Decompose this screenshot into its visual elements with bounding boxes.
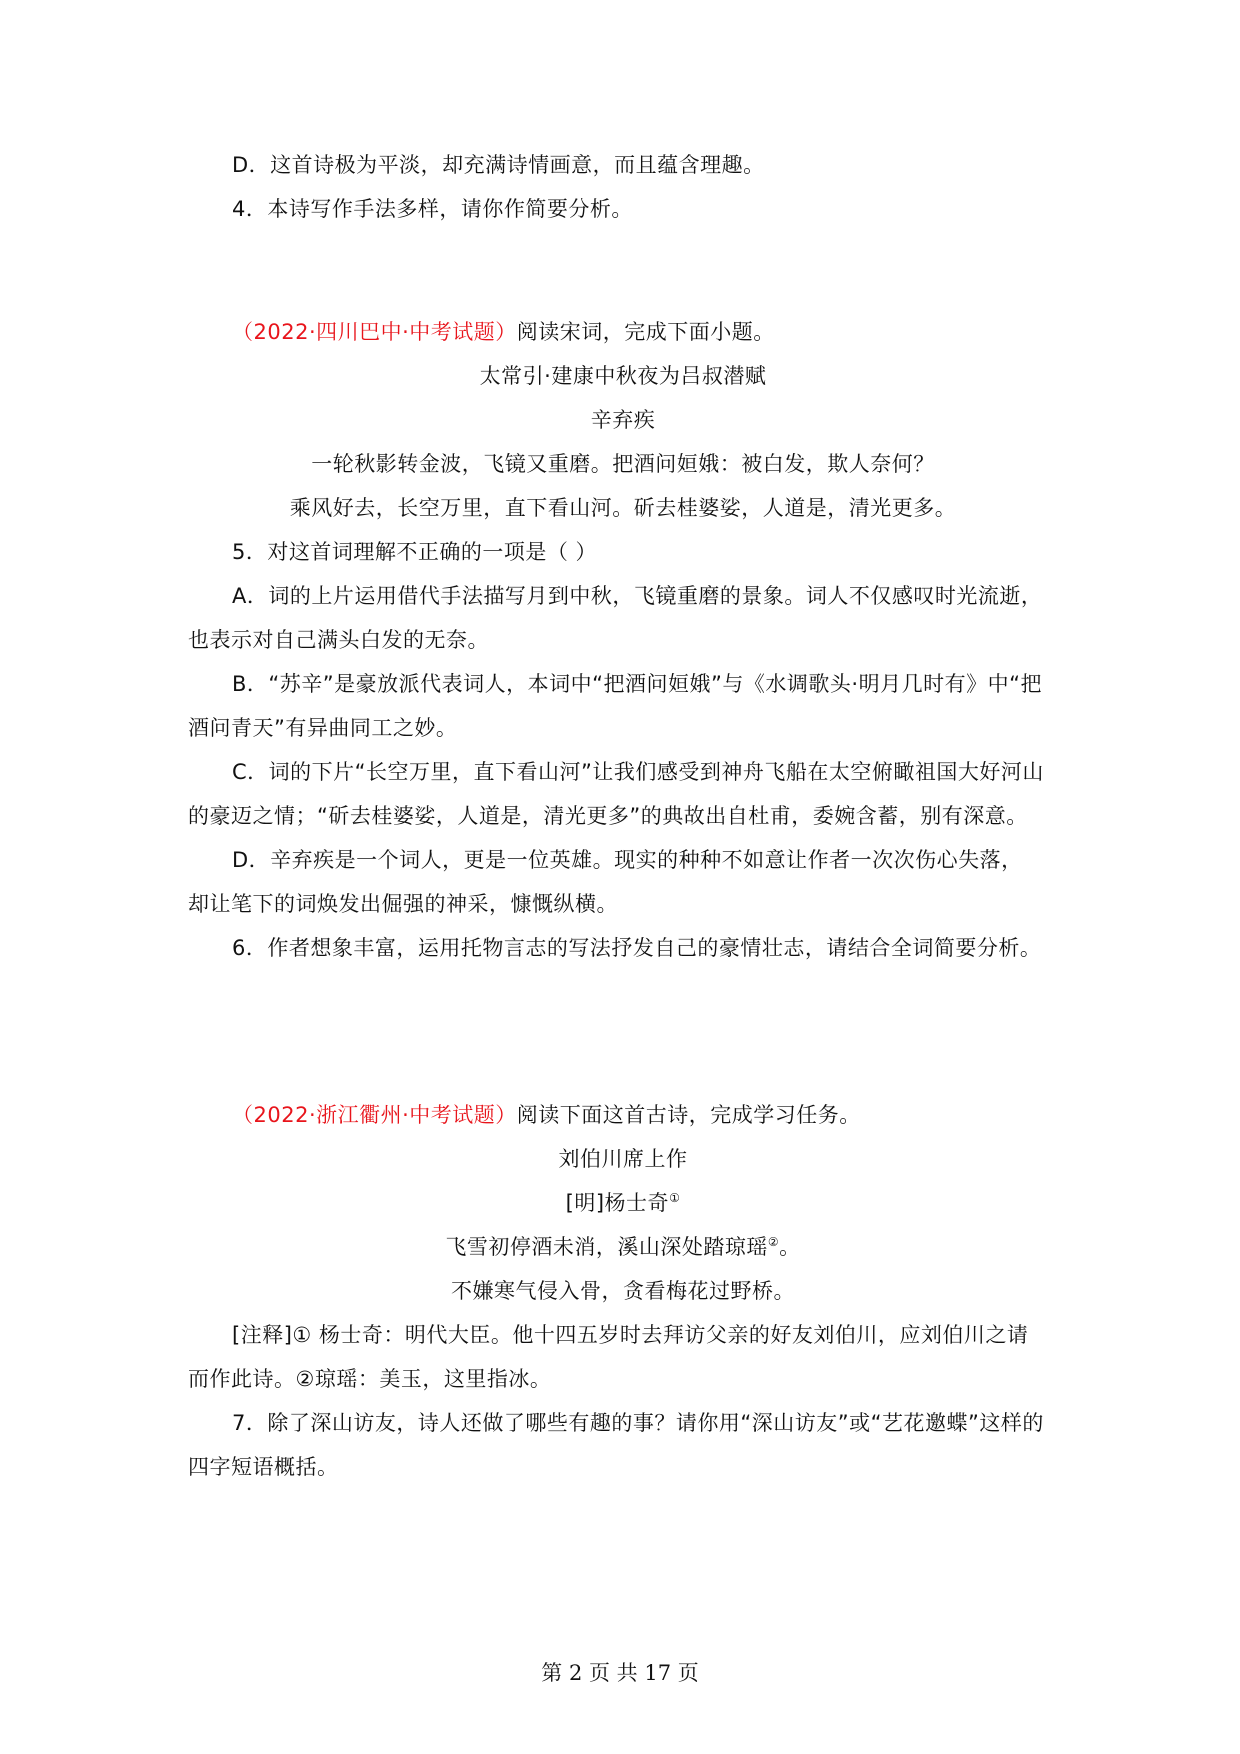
footnote-mark-1: ① bbox=[669, 1191, 681, 1205]
section2-instruction: 阅读宋词，完成下面小题。 bbox=[516, 320, 775, 344]
section3-poem-line1 bbox=[188, 1232, 1058, 1262]
section3-source: （2022·浙江衢州·中考试题） bbox=[232, 1103, 517, 1127]
question-4: 4．本诗写作手法多样，请你作简要分析。 bbox=[232, 197, 633, 221]
section3-poem-line2: 不嫌寒气侵入骨，贪看梅花过野桥。 bbox=[451, 1279, 795, 1303]
q5-option-d-line1: D．辛弃疾是一个词人，更是一位英雄。现实的种种不如意让作者一次次伤心失落， bbox=[232, 848, 1023, 872]
question-7-line1: 7．除了深山访友，诗人还做了哪些有趣的事？请你用“深山访友”或“艺花邀蝶”这样的 bbox=[232, 1411, 1044, 1435]
q5-option-b-line2: 酒问青天”有异曲同工之妙。 bbox=[188, 716, 458, 740]
q3-option-d: D．这首诗极为平淡，却充满诗情画意，而且蕴含理趣。 bbox=[232, 153, 765, 177]
section2-header bbox=[232, 317, 775, 347]
q5-option-c-line1: C．词的下片“长空万里，直下看山河”让我们感受到神舟飞船在太空俯瞰祖国大好河山 bbox=[232, 760, 1044, 784]
page-footer: 第 2 页 共 17 页 bbox=[541, 1661, 699, 1685]
q5-option-c-line2: 的豪迈之情；“斫去桂婆娑，人道是，清光更多”的典故出自杜甫，委婉含蓄，别有深意。 bbox=[188, 804, 1028, 828]
section3-note-line2: 而作此诗。②琼瑶：美玉，这里指冰。 bbox=[188, 1367, 552, 1391]
section3-header bbox=[232, 1100, 861, 1130]
section2-author: 辛弃疾 bbox=[590, 408, 656, 432]
section2-poem-title: 太常引·建康中秋夜为吕叔潜赋 bbox=[479, 364, 767, 388]
footnote-mark-2: ② bbox=[767, 1235, 780, 1249]
section2-poem-line2: 乘风好去，长空万里，直下看山河。斫去桂婆娑，人道是，清光更多。 bbox=[289, 496, 957, 520]
q5-option-a-line1: A．词的上片运用借代手法描写月到中秋，飞镜重磨的景象。词人不仅感叹时光流逝， bbox=[232, 584, 1043, 608]
q5-option-b-line1: B．“苏辛”是豪放派代表词人，本词中“把酒问姮娥”与《水调歌头·明月几时有》中“把 bbox=[232, 672, 1042, 696]
section3-author-name: [明]杨士奇 bbox=[565, 1191, 670, 1215]
section3-note-line1: [注释]① 杨士奇：明代大臣。他十四五岁时去拜访父亲的好友刘伯川，应刘伯川之请 bbox=[232, 1323, 1029, 1347]
poem-line1-text: 飞雪初停酒未消，溪山深处踏琼瑶 bbox=[445, 1235, 768, 1259]
question-5: 5．对这首词理解不正确的一项是（ ） bbox=[232, 540, 598, 564]
section3-instruction: 阅读下面这首古诗，完成学习任务。 bbox=[516, 1103, 861, 1127]
q5-option-a-line2: 也表示对自己满头白发的无奈。 bbox=[188, 628, 489, 652]
section2-source: （2022·四川巴中·中考试题） bbox=[232, 320, 517, 344]
section3-author bbox=[188, 1188, 1058, 1218]
poem-line1-end: 。 bbox=[779, 1235, 801, 1259]
q5-option-d-line2: 却让笔下的词焕发出倔强的神采，慷慨纵横。 bbox=[188, 892, 618, 916]
section2-poem-line1: 一轮秋影转金波，飞镜又重磨。把酒问姮娥：被白发，欺人奈何？ bbox=[311, 452, 935, 476]
section3-poem-title: 刘伯川席上作 bbox=[558, 1147, 688, 1171]
question-7-line2: 四字短语概括。 bbox=[188, 1455, 339, 1479]
question-6: 6．作者想象丰富，运用托物言志的写法抒发自己的豪情壮志，请结合全词简要分析。 bbox=[232, 936, 1042, 960]
